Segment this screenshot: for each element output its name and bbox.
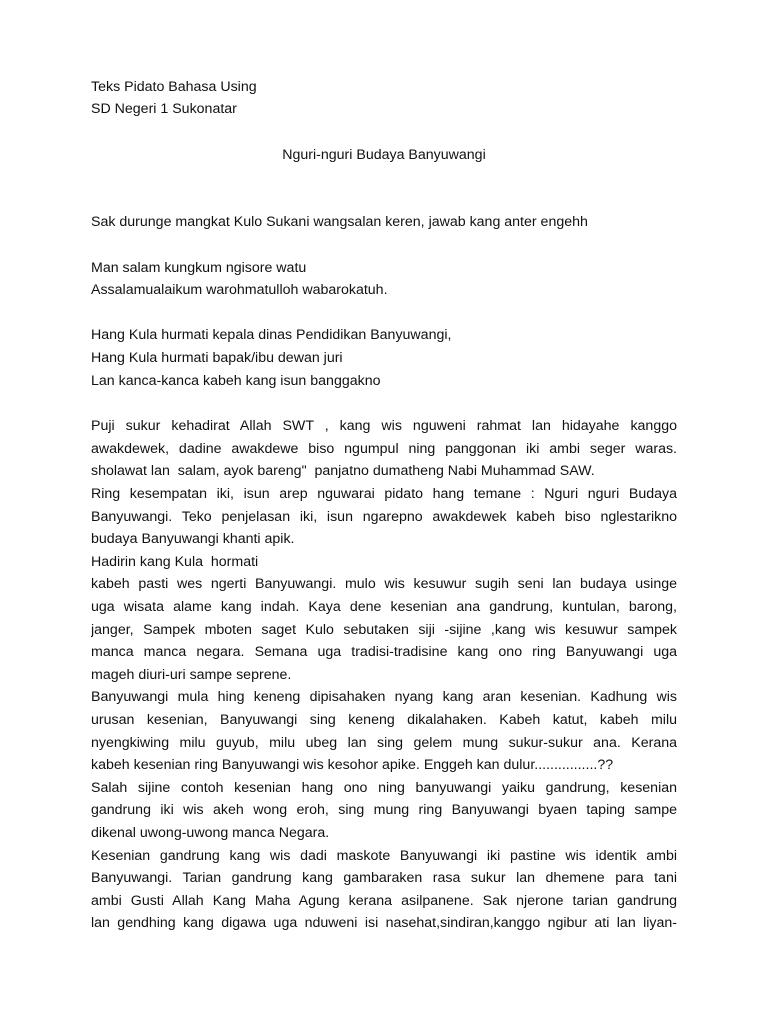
body-line: Puji sukur kehadirat Allah SWT , kang wis nguweni rahmat lan hidayahe kanggo (91, 418, 677, 434)
body-line: Man salam kungkum ngisore watu (91, 260, 307, 276)
body-line: Banyuwangi. Teko penjelasan iki, isun ngarepno awakdewek kabeh biso nglestarikno (91, 509, 677, 525)
body-line: Salah sijine contoh kesenian hang ono ning banyuwangi yaiku gandrung, kesenian (91, 780, 677, 796)
body-line: janger, Sampek mboten saget Kulo sebutaken siji -sijine ,kang wis kesuwur sampek (91, 622, 677, 638)
body-line: budaya Banyuwangi khanti apik. (91, 531, 295, 547)
body-line: urusan kesenian, Banyuwangi sing keneng dikalahaken. Kabeh katut, kabeh milu (91, 712, 677, 728)
document-header-line: Teks Pidato Bahasa Using (91, 79, 257, 95)
body-line: manca manca negara. Semana uga tradisi-tradisine kang ono ring Banyuwangi uga (91, 644, 677, 660)
body-line: uga wisata alame kang indah. Kaya dene kesenian ana gandrung, kuntulan, barong, (91, 599, 677, 615)
body-line: Assalamualaikum warohmatulloh wabarokatuh. (91, 282, 388, 298)
body-line: nyengkiwing milu guyub, milu ubeg lan sing gelem mung sukur-sukur ana. Kerana (91, 735, 677, 751)
body-line: ambi Gusti Allah Kang Maha Agung kerana asilpanene. Sak njerone tarian gandrung (91, 893, 677, 909)
body-line: Hang Kula hurmati bapak/ibu dewan juri (91, 350, 343, 366)
body-line: mageh diuri-uri sampe seprene. (91, 667, 292, 683)
body-line: Banyuwangi mula hing keneng dipisahaken nyang kang aran kesenian. Kadhung wis (91, 689, 677, 705)
body-line: gandrung iki wis akeh wong eroh, sing mung ring Banyuwangi byaen taping sampe (91, 802, 677, 818)
body-line: kabeh kesenian ring Banyuwangi wis kesohor apike. Enggeh kan dulur................?? (91, 757, 614, 773)
body-line: sholawat lan salam, ayok bareng" panjatno dumatheng Nabi Muhammad SAW. (91, 463, 595, 479)
body-line: Kesenian gandrung kang wis dadi maskote Banyuwangi iki pastine wis identik ambi (91, 848, 677, 864)
body-line: Lan kanca-kanca kabeh kang isun banggakno (91, 373, 381, 389)
body-line: Ring kesempatan iki, isun arep nguwarai pidato hang temane : Nguri nguri Budaya (91, 486, 677, 502)
body-line: Hadirin kang Kula hormati (91, 554, 259, 570)
body-line: Banyuwangi. Tarian gandrung kang gambaraken rasa sukur lan dhemene para tani (91, 870, 677, 886)
body-line: dikenal uwong-uwong manca Negara. (91, 825, 330, 841)
document-title: Nguri-nguri Budaya Banyuwangi (282, 147, 486, 163)
body-line: lan gendhing kang digawa uga nduweni isi nasehat,sindiran,kanggo ngibur ati lan liyan- (91, 915, 677, 931)
document-header-line: SD Negeri 1 Sukonatar (91, 101, 237, 117)
body-line: Sak durunge mangkat Kulo Sukani wangsalan keren, jawab kang anter engehh (91, 214, 588, 230)
body-line: awakdewek, dadine awakdewe biso ngumpul ning panggonan iki ambi seger waras. (91, 441, 677, 457)
body-line: Hang Kula hurmati kepala dinas Pendidikan Banyuwangi, (91, 327, 452, 343)
body-line: kabeh pasti wes ngerti Banyuwangi. mulo wis kesuwur sugih seni lan budaya usinge (91, 576, 677, 592)
